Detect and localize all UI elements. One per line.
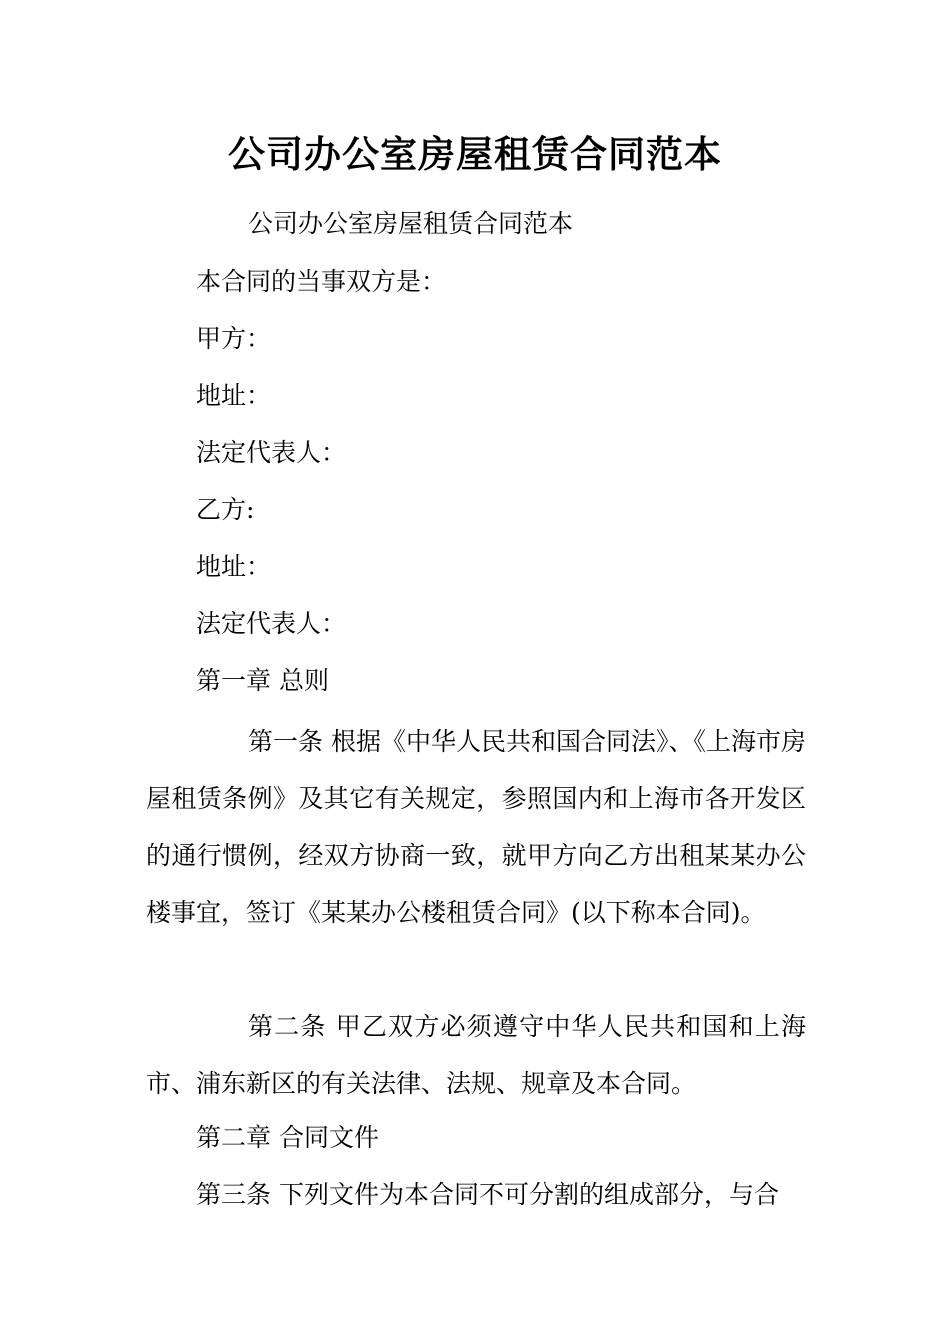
document-subtitle: 公司办公室房屋租赁合同范本 — [248, 209, 574, 238]
party-a-representative-label: 法定代表人： — [196, 438, 347, 467]
document-title: 公司办公室房屋租赁合同范本 — [228, 132, 722, 176]
article-2-paragraph: 第二条 甲乙双方必须遵守中华人民共和国和上海市、浦东新区的有关法律、法规、规章及本合同。 — [146, 1012, 806, 1098]
party-a-label: 甲方： — [196, 324, 272, 353]
party-b-address-label: 地址： — [196, 552, 272, 581]
party-a-address-label: 地址： — [196, 381, 272, 410]
chapter-1-heading: 第一章 总则 — [196, 666, 329, 695]
article-1-paragraph: 第一条 根据《中华人民共和国合同法》、《上海市房屋租赁条例》及其它有关规定，参照国内和上海市各开发区的通行惯例，经双方协商一致，就甲方向乙方出租某某办公楼事宜，签订《某某办公楼租赁合同》(以下称本合同)。 — [146, 727, 806, 927]
article-3-paragraph: 第三条 下列文件为本合同不可分割的组成部分，与合 — [196, 1180, 779, 1209]
parties-intro: 本合同的当事双方是： — [196, 267, 447, 296]
party-b-label: 乙方: — [196, 495, 255, 524]
chapter-2-heading: 第二章 合同文件 — [196, 1123, 379, 1152]
party-b-representative-label: 法定代表人： — [196, 609, 347, 638]
